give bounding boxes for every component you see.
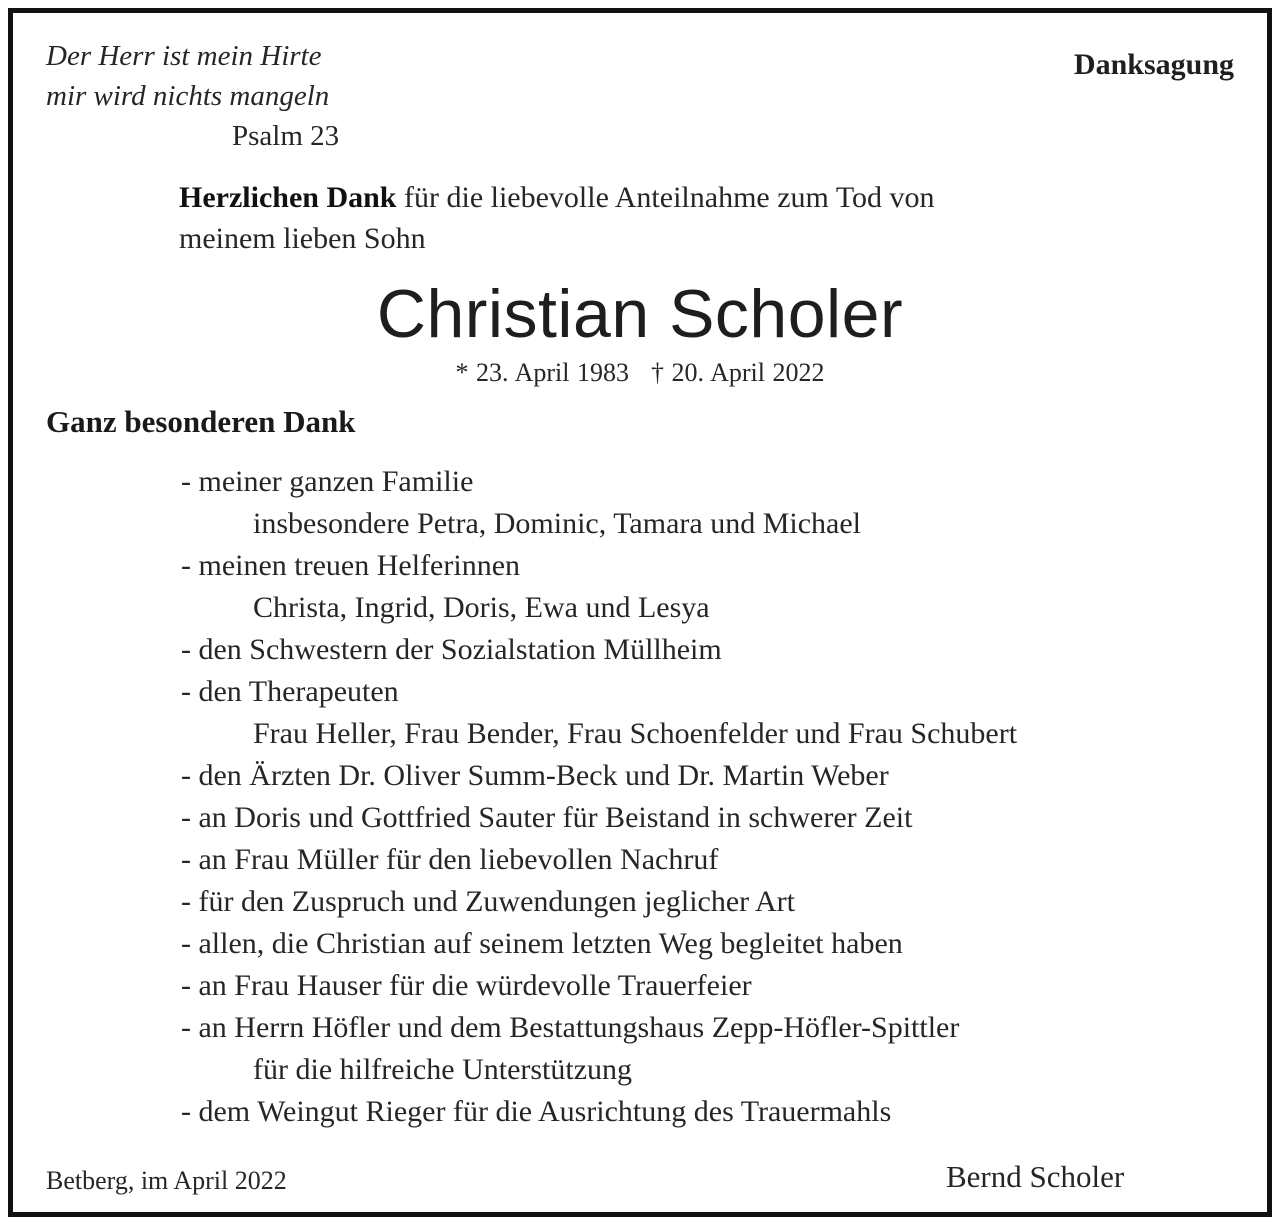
thanks-item-detail: Frau Heller, Frau Bender, Frau Schoenfelder und Frau Schubert (253, 717, 1018, 750)
thanks-item-text: - den Therapeuten (181, 675, 399, 708)
thanks-item (181, 629, 1017, 671)
intro-bold: Herzlichen Dank (179, 181, 397, 214)
thanks-item-detail: insbesondere Petra, Dominic, Tamara und Michael (253, 507, 861, 540)
thanks-item (181, 839, 1017, 881)
place-date: Betberg, im April 2022 (46, 1166, 287, 1195)
thanks-heading: Ganz besonderen Dank (46, 404, 356, 439)
thanks-item (181, 545, 1017, 629)
thanks-item-text: - den Schwestern der Sozialstation Müllheim (181, 633, 722, 666)
intro-text (179, 177, 1099, 259)
thanks-item (181, 923, 1017, 965)
thanks-item-text: - an Doris und Gottfried Sauter für Beistand in schwerer Zeit (181, 801, 913, 834)
psalm-quote-line-1: Der Herr ist mein Hirte (46, 40, 322, 72)
thanks-item-text: - den Ärzten Dr. Oliver Summ-Beck und Dr. Martin Weber (181, 759, 889, 792)
deceased-name: Christian Scholer (376, 276, 904, 352)
thanks-item (181, 1007, 1017, 1091)
intro-line-1 (179, 177, 1099, 218)
psalm-source: Psalm 23 (232, 120, 340, 152)
thanks-item (181, 1091, 1017, 1133)
thanks-item-text: - für den Zuspruch und Zuwendungen jeglicher Art (181, 885, 795, 918)
thanks-item (181, 965, 1017, 1007)
psalm-quote (46, 36, 339, 156)
signature: Bernd Scholer (946, 1159, 1125, 1194)
death-date: † 20. April 2022 (651, 358, 825, 387)
thanks-item-text: - meinen treuen Helferinnen (181, 549, 521, 582)
intro-line-2: meinem lieben Sohn (179, 222, 426, 255)
birth-date: * 23. April 1983 (455, 358, 629, 387)
thanks-item (181, 461, 1017, 545)
thanks-item (181, 881, 1017, 923)
thanks-item-text: - an Frau Hauser für die würdevolle Trauerfeier (181, 969, 752, 1002)
thanks-item-detail: für die hilfreiche Unterstützung (253, 1053, 633, 1086)
thanks-item (181, 797, 1017, 839)
life-dates (0, 356, 1280, 390)
thanks-item (181, 671, 1017, 755)
thanks-item-text: - meiner ganzen Familie (181, 465, 474, 498)
psalm-quote-line-2: mir wird nichts mangeln (46, 80, 330, 112)
thanks-item (181, 755, 1017, 797)
notice-heading: Danksagung (1073, 48, 1234, 81)
thanks-item-text: - an Frau Müller für den liebevollen Nachruf (181, 843, 719, 876)
thanks-list (181, 461, 1017, 1133)
thanks-item-text: - an Herrn Höfler und dem Bestattungshaus Zepp-Höfler-Spittler (181, 1011, 960, 1044)
thanks-item-text: - dem Weingut Rieger für die Ausrichtung des Trauermahls (181, 1095, 892, 1128)
thanks-item-text: - allen, die Christian auf seinem letzten Weg begleitet haben (181, 927, 903, 960)
thanks-item-detail: Christa, Ingrid, Doris, Ewa und Lesya (253, 591, 710, 624)
intro-rest: für die liebevolle Anteilnahme zum Tod von (396, 181, 935, 214)
